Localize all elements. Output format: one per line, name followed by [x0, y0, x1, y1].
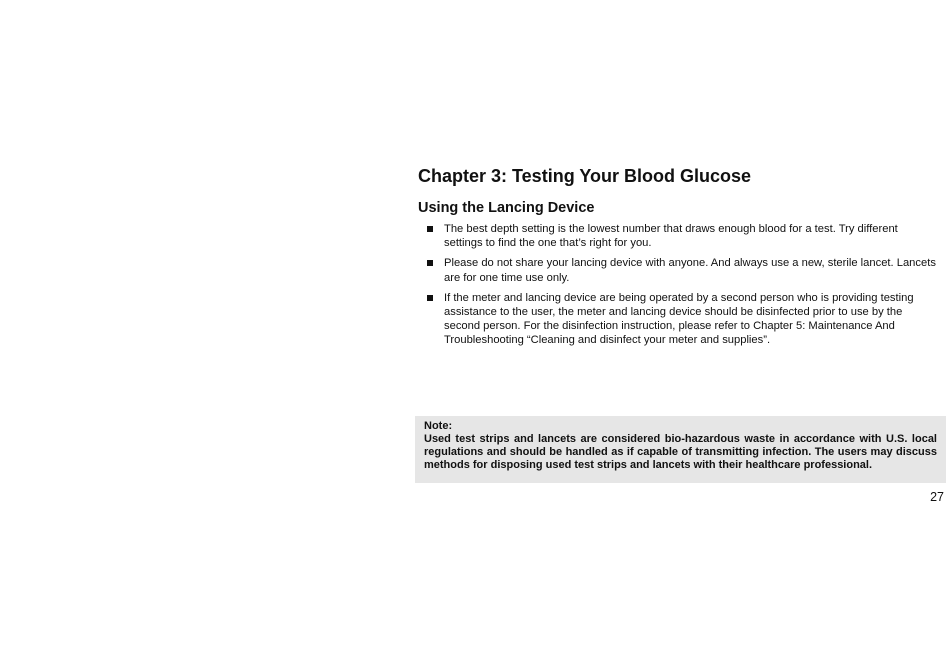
- note-title: Note:: [424, 420, 453, 432]
- chapter-title: Chapter 3: Testing Your Blood Glucose: [418, 166, 752, 186]
- bullet-list: [418, 222, 938, 348]
- list-item: [418, 256, 938, 284]
- list-item-text: Please do not share your lancing device with anyone. And always use a new, sterile lancet. Lancets are for one time use only.: [444, 257, 936, 284]
- list-item-text: The best depth setting is the lowest number that draws enough blood for a test. Try different settings to find the one that’s right for you.: [444, 223, 898, 250]
- note-text: Used test strips and lancets are considered bio-hazardous waste in accordance with U.S. local regulations and should be handled as if capable of transmitting infection. The users may discuss methods for disposing used test strips and lancets with their healthcare professional.: [424, 433, 937, 471]
- square-bullet-icon: [427, 226, 433, 232]
- section-title: Using the Lancing Device: [418, 200, 595, 216]
- note-box: [415, 416, 946, 483]
- page-number: 27: [930, 490, 944, 504]
- list-item-text: If the meter and lancing device are being operated by a second person who is providing testing assistance to the user, the meter and lancing device should be disinfected prior to use by the second person. For the disinfection instruction, please refer to Chapter 5: Maintenance And Troubleshooting “Cleaning and disinfect your meter and supplies”.: [444, 291, 914, 347]
- square-bullet-icon: [427, 295, 433, 301]
- page-content: [418, 164, 938, 354]
- list-item: [418, 291, 938, 348]
- list-item: [418, 222, 938, 250]
- square-bullet-icon: [427, 260, 433, 266]
